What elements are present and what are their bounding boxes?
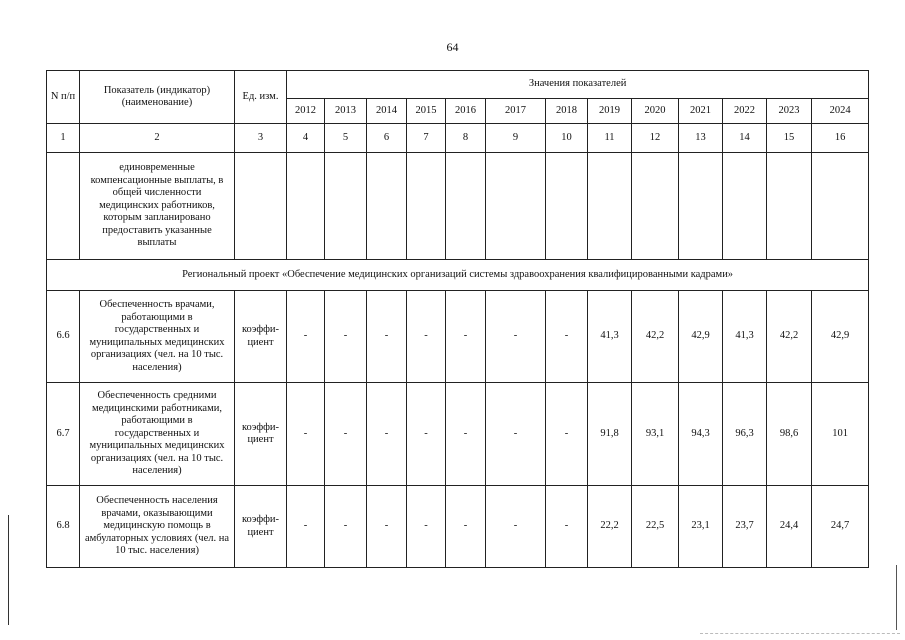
year-header: 2022	[723, 99, 767, 124]
column-number: 8	[446, 124, 486, 153]
value-cell: 91,8	[588, 383, 632, 486]
column-number: 7	[407, 124, 446, 153]
table-cell	[235, 153, 287, 260]
value-cell: -	[486, 486, 546, 568]
unit-cell: коэффи-циент	[235, 486, 287, 568]
column-number: 1	[47, 124, 80, 153]
scan-artifact-bottom	[700, 633, 900, 636]
value-cell: 101	[812, 383, 869, 486]
value-cell: -	[325, 383, 367, 486]
value-cell: -	[546, 486, 588, 568]
table-cell	[47, 153, 80, 260]
value-cell: 22,2	[588, 486, 632, 568]
column-number: 3	[235, 124, 287, 153]
year-header: 2018	[546, 99, 588, 124]
section-row	[47, 260, 869, 291]
value-cell: -	[546, 291, 588, 383]
table-cell	[446, 153, 486, 260]
year-header: 2016	[446, 99, 486, 124]
unit-cell: коэффи-циент	[235, 383, 287, 486]
value-cell: -	[486, 383, 546, 486]
value-cell: 41,3	[588, 291, 632, 383]
value-cell: -	[446, 486, 486, 568]
table-cell	[367, 153, 407, 260]
unit-cell: коэффи-циент	[235, 291, 287, 383]
indicators-table	[46, 70, 869, 568]
value-cell: -	[367, 291, 407, 383]
continuation-row	[47, 153, 869, 260]
table-row	[47, 291, 869, 383]
value-cell: 93,1	[632, 383, 679, 486]
indicator-cell: единовременные компенсационные выплаты, в общей численности медицинских работников, которым запланировано предоставить указанные выплаты	[80, 153, 235, 260]
column-number: 6	[367, 124, 407, 153]
value-cell: 22,5	[632, 486, 679, 568]
year-header: 2024	[812, 99, 869, 124]
table-cell	[812, 153, 869, 260]
column-number: 2	[80, 124, 235, 153]
column-number: 9	[486, 124, 546, 153]
year-header: 2020	[632, 99, 679, 124]
value-cell: -	[287, 383, 325, 486]
value-cell: 96,3	[723, 383, 767, 486]
value-cell: -	[287, 486, 325, 568]
year-header: 2012	[287, 99, 325, 124]
table-row	[47, 486, 869, 568]
header-values-group: Значения показателей	[287, 71, 869, 99]
table-cell	[486, 153, 546, 260]
column-number: 13	[679, 124, 723, 153]
table-cell	[767, 153, 812, 260]
column-number: 14	[723, 124, 767, 153]
value-cell: 23,1	[679, 486, 723, 568]
indicator-cell: Обеспеченность средними медицинскими работниками, работающими в государственных и муниципальных медицинских организациях (чел. на 10 тыс. населения)	[80, 383, 235, 486]
table-cell	[287, 153, 325, 260]
year-header: 2019	[588, 99, 632, 124]
value-cell: 98,6	[767, 383, 812, 486]
value-cell: -	[446, 291, 486, 383]
value-cell: 42,2	[767, 291, 812, 383]
table-cell	[632, 153, 679, 260]
table-cell	[325, 153, 367, 260]
value-cell: 42,9	[812, 291, 869, 383]
value-cell: 94,3	[679, 383, 723, 486]
value-cell: 41,3	[723, 291, 767, 383]
value-cell: -	[546, 383, 588, 486]
table-cell	[723, 153, 767, 260]
row-num: 6.8	[47, 486, 80, 568]
header-num: N п/п	[47, 71, 80, 124]
value-cell: 23,7	[723, 486, 767, 568]
column-number: 15	[767, 124, 812, 153]
header-row-1	[47, 71, 869, 99]
table-cell	[546, 153, 588, 260]
value-cell: -	[446, 383, 486, 486]
column-numbers-row	[47, 124, 869, 153]
value-cell: -	[287, 291, 325, 383]
value-cell: -	[325, 486, 367, 568]
column-number: 10	[546, 124, 588, 153]
value-cell: 42,2	[632, 291, 679, 383]
column-number: 16	[812, 124, 869, 153]
column-number: 11	[588, 124, 632, 153]
table-cell	[588, 153, 632, 260]
row-num: 6.6	[47, 291, 80, 383]
column-number: 12	[632, 124, 679, 153]
value-cell: 42,9	[679, 291, 723, 383]
value-cell: -	[486, 291, 546, 383]
value-cell: -	[407, 291, 446, 383]
scan-artifact-right	[896, 565, 897, 630]
header-indicator: Показатель (индикатор) (наименование)	[80, 71, 235, 124]
column-number: 5	[325, 124, 367, 153]
scan-artifact-left	[8, 515, 9, 625]
table-row	[47, 383, 869, 486]
value-cell: -	[367, 383, 407, 486]
header-unit: Ед. изм.	[235, 71, 287, 124]
indicator-cell: Обеспеченность населения врачами, оказывающими медицинскую помощь в амбулаторных условиях (чел. на 10 тыс. населения)	[80, 486, 235, 568]
year-header: 2013	[325, 99, 367, 124]
year-header: 2023	[767, 99, 812, 124]
table-cell	[679, 153, 723, 260]
year-header: 2017	[486, 99, 546, 124]
table-cell	[407, 153, 446, 260]
value-cell: 24,7	[812, 486, 869, 568]
row-num: 6.7	[47, 383, 80, 486]
value-cell: -	[367, 486, 407, 568]
value-cell: -	[407, 486, 446, 568]
value-cell: -	[407, 383, 446, 486]
year-header: 2015	[407, 99, 446, 124]
year-header: 2021	[679, 99, 723, 124]
indicator-cell: Обеспеченность врачами, работающими в государственных и муниципальных медицинских организациях (чел. на 10 тыс. населения)	[80, 291, 235, 383]
page-number: 64	[446, 40, 459, 54]
year-header: 2014	[367, 99, 407, 124]
value-cell: 24,4	[767, 486, 812, 568]
value-cell: -	[325, 291, 367, 383]
section-title: Региональный проект «Обеспечение медицинских организаций системы здравоохранения квалифицированными кадрами»	[47, 260, 869, 291]
column-number: 4	[287, 124, 325, 153]
